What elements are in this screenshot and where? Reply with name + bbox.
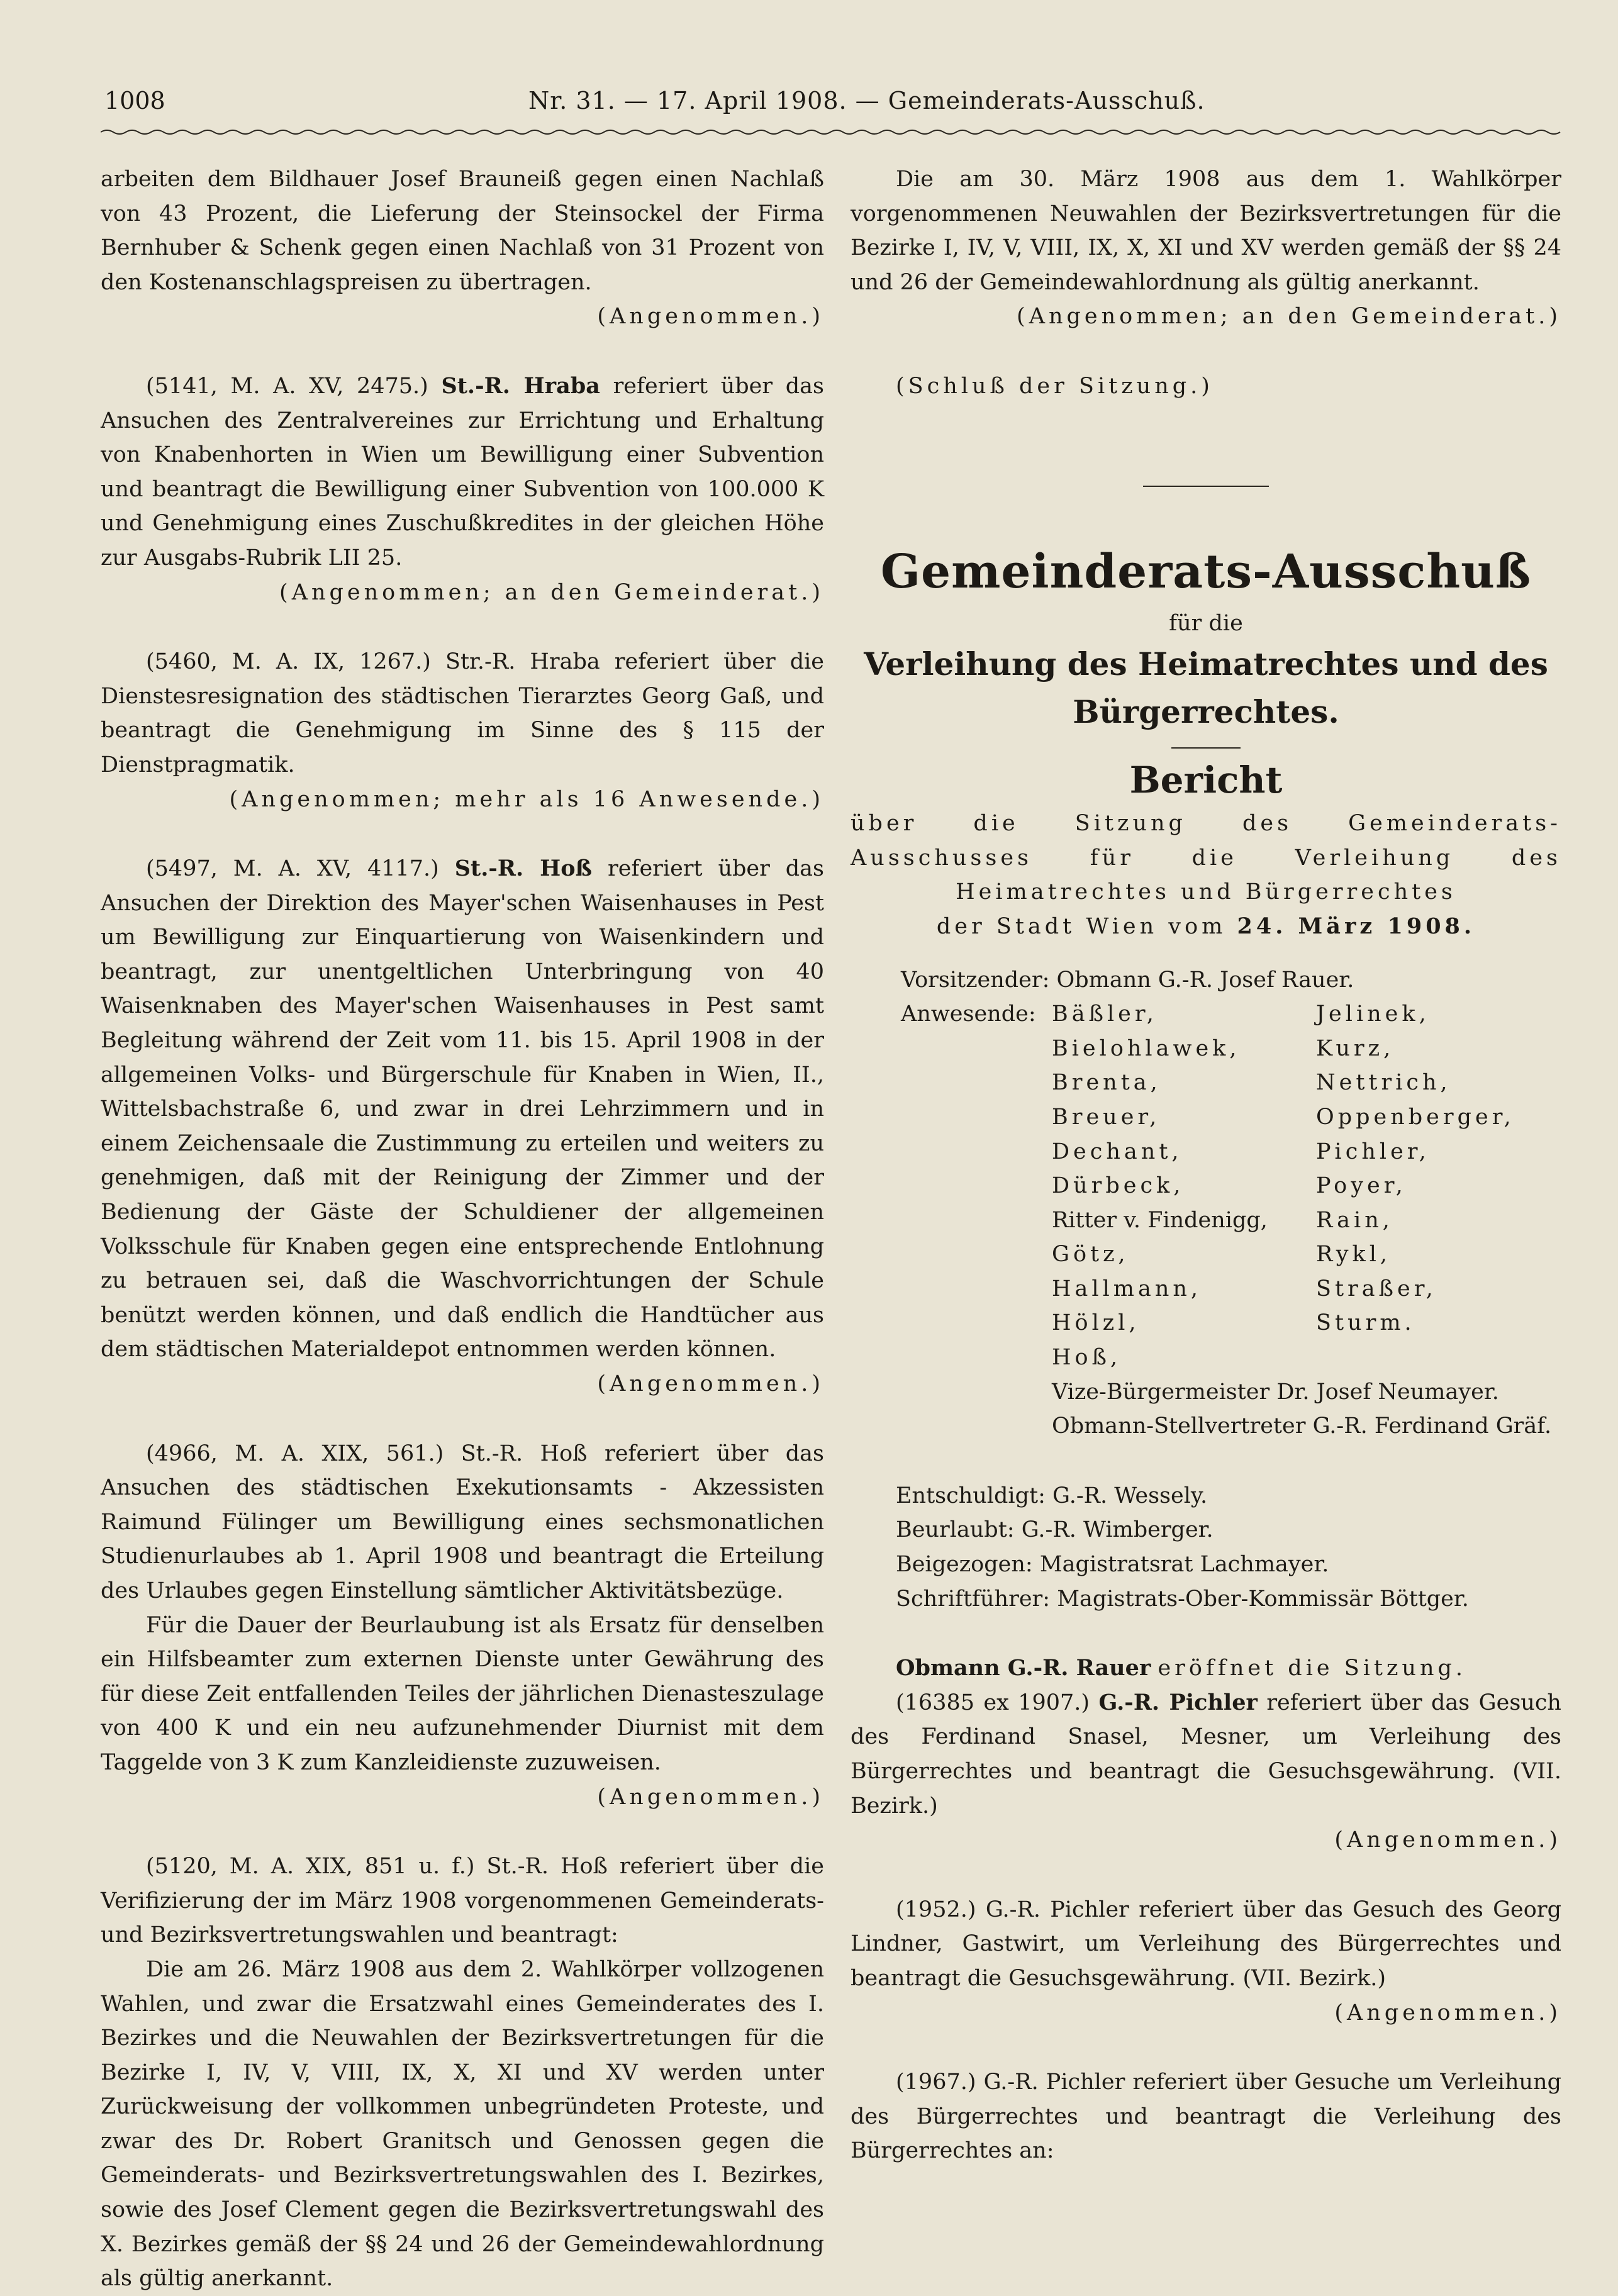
member: Bielohlawek, — [1052, 1035, 1241, 1061]
verdict: (Angenommen.) — [1334, 2000, 1561, 2026]
present-list-a — [1052, 997, 1316, 1375]
closing-note: (Schluß der Sitzung.) — [896, 373, 1214, 399]
speaker: St.-R. Hoß — [454, 855, 593, 882]
left-column — [101, 162, 824, 2296]
paragraph: (1967.) G.-R. Pichler referiert über Gesuche um Verleihung des Bürgerrechtes und beantragt die Verleihung des Bürgerrechtes an: — [851, 2070, 1561, 2164]
paragraph: Die am 30. März 1908 aus dem 1. Wahlkörper vorgenommenen Neuwahlen der Bezirksvertretungen für die Bezirke I, IV, V, VIII, IX, X, XI und XV werden gemäß der §§ 24 und 26 der Gemeindewahlordnung als gültig anerkannt. — [851, 167, 1561, 295]
member: Oppenberger, — [1316, 1104, 1515, 1130]
member: Dürbeck, — [1052, 1173, 1185, 1199]
member: Dechant, — [1052, 1139, 1183, 1164]
report-subtitle: der Stadt Wien vom 24. März 1908. — [936, 913, 1476, 939]
file-ref: (5141, M. A. XV, 2475.) — [146, 373, 428, 399]
speaker: Obmann G.-R. Rauer — [896, 1655, 1151, 1681]
excused: Entschuldigt: G.-R. Wessely. — [896, 1483, 1208, 1508]
attending: Beigezogen: Magistratsrat Lachmayer. — [896, 1552, 1329, 1578]
member: Hallmann, — [1052, 1276, 1202, 1301]
file-ref: (5120, M. A. XIX, 851 u. f.) — [146, 1854, 475, 1880]
section-subtitle: Verleihung des Heimatrechtes und des Bürgerrechtes. — [864, 645, 1548, 731]
paragraph: (16385 ex 1907.) G.-R. Pichler referiert über das Gesuch des Ferdinand Snasel, Mesner, um Verleihung des Bürgerrechtes und beantragt die Gesuchsgewährung. (VII. Bezirk.) — [851, 1689, 1561, 1819]
paragraph: (5120, M. A. XIX, 851 u. f.) St.-R. Hoß referiert über die Verifizierung der im März 1908 vorgenommenen Gemeinderats- und Bezirksvertretungswahlen und beantragt: — [101, 1854, 824, 1948]
chair: Vorsitzender: Obmann G.-R. Josef Rauer. — [901, 967, 1354, 993]
page-number: 1008 — [104, 87, 165, 114]
speaker: St.-R. Hraba — [441, 372, 600, 399]
member: Poyer, — [1316, 1173, 1407, 1199]
file-ref: (1967.) — [896, 2070, 976, 2095]
member: Rain, — [1316, 1207, 1393, 1233]
present-roster — [901, 997, 1561, 1375]
file-ref: (16385 ex 1907.) — [896, 1690, 1090, 1715]
verdict: (Angenommen; an den Gemeinderat.) — [1017, 304, 1561, 330]
member: Straßer, — [1316, 1276, 1437, 1301]
paragraph: (5460, M. A. IX, 1267.) Str.-R. Hraba referiert über die Dienstesresignation des städtischen Tierarztes Georg Gaß, und beantragt die Genehmigung im Sinne des § 115 der Dienstpragmatik. — [101, 649, 825, 777]
speaker: G.-R. Pichler — [985, 1897, 1129, 1922]
speaker: G.-R. Pichler — [1098, 1689, 1258, 1715]
verdict: (Angenommen.) — [1334, 1827, 1561, 1853]
paragraph: Für die Dauer der Beurlaubung ist als Ersatz für denselben ein Hilfsbeamter zum externen Dienste unter Gewährung des für diese Zeit entfallenden Teiles der jährlichen Dienasteszulage von 400 K und ein neu aufzunehmender Diurnist mit dem Taggelde von 3 K zum Kanzleidienste zuzuweisen. — [101, 1612, 824, 1775]
member: Rykl, — [1316, 1242, 1392, 1268]
member: Ritter v. Findenigg, — [1052, 1207, 1268, 1233]
speaker: St.-R. Hoß — [486, 1854, 608, 1880]
attendance-block — [851, 963, 1561, 1444]
present-list-b — [1316, 997, 1561, 1375]
paragraph: (4966, M. A. XIX, 561.) St.-R. Hoß referiert über das Ansuchen des städtischen Exekutionsamts - Akzessisten Raimund Fülinger um Bewilligung eines sechsmonatlichen Studienurlaubes ab 1. April 1908 und beantragt die Erteilung des Urlaubes gegen Einstellung sämtlicher Aktivitätsbezüge. — [101, 1441, 824, 1603]
speaker: St.-R. Hoß — [460, 1441, 588, 1466]
section-title: Gemeinderats-Ausschuß — [880, 544, 1532, 599]
opening-line: Obmann G.-R. Rauer eröffnet die Sitzung. — [896, 1655, 1467, 1681]
on-leave: Beurlaubt: G.-R. Wimberger. — [896, 1517, 1214, 1543]
right-column — [851, 162, 1561, 2168]
present-extra: Vize-Bürgermeister Dr. Josef Neumayer. — [1052, 1379, 1499, 1405]
running-head: Nr. 31. — 17. April 1908. — Gemeinderats-Ausschuß. — [528, 87, 1205, 114]
verdict: (Angenommen; an den Gemeinderat.) — [279, 579, 824, 605]
header-wavy-rule — [101, 127, 1566, 137]
member: Hölzl, — [1052, 1310, 1140, 1336]
file-ref: (5497, M. A. XV, 4117.) — [146, 856, 439, 882]
member: Pichler, — [1316, 1139, 1430, 1164]
section-subtitle: für die — [1169, 610, 1243, 636]
file-ref: (1952.) — [896, 1897, 976, 1922]
speaker: Str.-R. Hraba — [445, 649, 600, 675]
present-label: Anwesende: — [901, 1001, 1036, 1027]
report-subtitle: über die Sitzung des Gemeinderats-Ausschusses für die Verleihung des Heimatrechtes und Bürgerrechtes — [851, 811, 1561, 905]
report-date: 24. März 1908. — [1237, 913, 1476, 939]
verdict: (Angenommen.) — [597, 1784, 824, 1810]
file-ref: (5460, M. A. IX, 1267.) — [146, 649, 431, 675]
paragraph: (5497, M. A. XV, 4117.) St.-R. Hoß referiert über das Ansuchen der Direktion des Mayer'schen Waisenhauses in Pest um Bewilligung zur Einquartierung von Waisenkindern und beantragt, zur unentgeltlichen Unterbringung von 40 Waisenknaben des Mayer'schen Waisenhauses in Pest samt Begleitung während der Zeit vom 11. bis 15. April 1908 in der allgemeinen Volks- und Bürgerschule für Knaben in Wien, II., Wittelsbachstraße 6, und zwar in drei Lehrzimmern und in einem Zeichensaale die Zustimmung zu erteilen und weiters zu genehmigen, daß mit der Reinigung der Zimmer und der Bedienung der Gäste der Schuldiener der allgemeinen Volksschule für Knaben gegen eine entsprechende Entlohnung zu betrauen sei, daß die Waschvorrichtungen der Schule benützt werden können, und daß endlich die Handtücher aus dem städtischen Materialdepot entnommen werden können. — [101, 855, 824, 1363]
page-header — [101, 87, 1548, 131]
member: Hoß, — [1052, 1345, 1122, 1371]
member: Nettrich, — [1316, 1070, 1451, 1096]
verdict: (Angenommen.) — [597, 1371, 824, 1396]
present-extra: Obmann-Stellvertreter G.-R. Ferdinand Gräf. — [1052, 1413, 1552, 1439]
member: Breuer, — [1052, 1104, 1161, 1130]
officials-block — [851, 1479, 1561, 1616]
paragraph: Die am 26. März 1908 aus dem 2. Wahlkörper vollzogenen Wahlen, und zwar die Ersatzwahl eines Gemeinderates des I. Bezirkes und die Neuwahlen der Bezirksvertretungen für die Bezirke I, IV, V, VIII, IX, X, XI und XV werden unter Zurückweisung der vollkommen unbegründeten Proteste, und zwar des Dr. Robert Granitsch und Genossen gegen die Gemeinderats- und Bezirksvertretungswahlen des I. Bezirkes, sowie des Josef Clement gegen die Bezirksvertretungswahl des X. Bezirkes gemäß der §§ 24 und 26 der Gemeindewahlordnung als gültig anerkannt. — [101, 1956, 824, 2292]
paragraph: (1952.) G.-R. Pichler referiert über das Gesuch des Georg Lindner, Gastwirt, um Verleihung des Bürgerrechtes und beantragt die Gesuchsgewährung. (VII. Bezirk.) — [851, 1897, 1561, 1991]
member: Kurz, — [1316, 1035, 1395, 1061]
speaker: G.-R. Pichler — [983, 2070, 1125, 2095]
verdict: (Angenommen.) — [597, 304, 824, 330]
file-ref: (4966, M. A. XIX, 561.) — [146, 1441, 444, 1466]
paragraph: (5141, M. A. XV, 2475.) St.-R. Hraba referiert über das Ansuchen des Zentralvereines zur Errichtung und Erhaltung von Knabenhorten in Wien um Bewilligung einer Subvention und beantragt die Bewilligung einer Subvention von 100.000 K und Genehmigung eines Zuschußkredites in der gleichen Höhe zur Ausgabs-Rubrik LII 25. — [101, 372, 824, 571]
member: Jelinek, — [1316, 1001, 1430, 1027]
member: Bäßler, — [1052, 1001, 1158, 1027]
paragraph: arbeiten dem Bildhauer Josef Brauneiß gegen einen Nachlaß von 43 Prozent, die Lieferung der Steinsockel der Firma Bernhuber & Schenk gegen einen Nachlaß von 31 Prozent von den Kostenanschlagspreisen zu übertragen. — [101, 167, 824, 295]
secretary: Schriftführer: Magistrats-Ober-Kommissär Böttger. — [896, 1586, 1469, 1612]
report-title: Bericht — [1129, 759, 1283, 802]
verdict: (Angenommen; mehr als 16 Anwesende.) — [229, 786, 824, 812]
member: Sturm. — [1316, 1310, 1415, 1336]
member: Götz, — [1052, 1242, 1129, 1268]
member: Brenta, — [1052, 1070, 1161, 1096]
